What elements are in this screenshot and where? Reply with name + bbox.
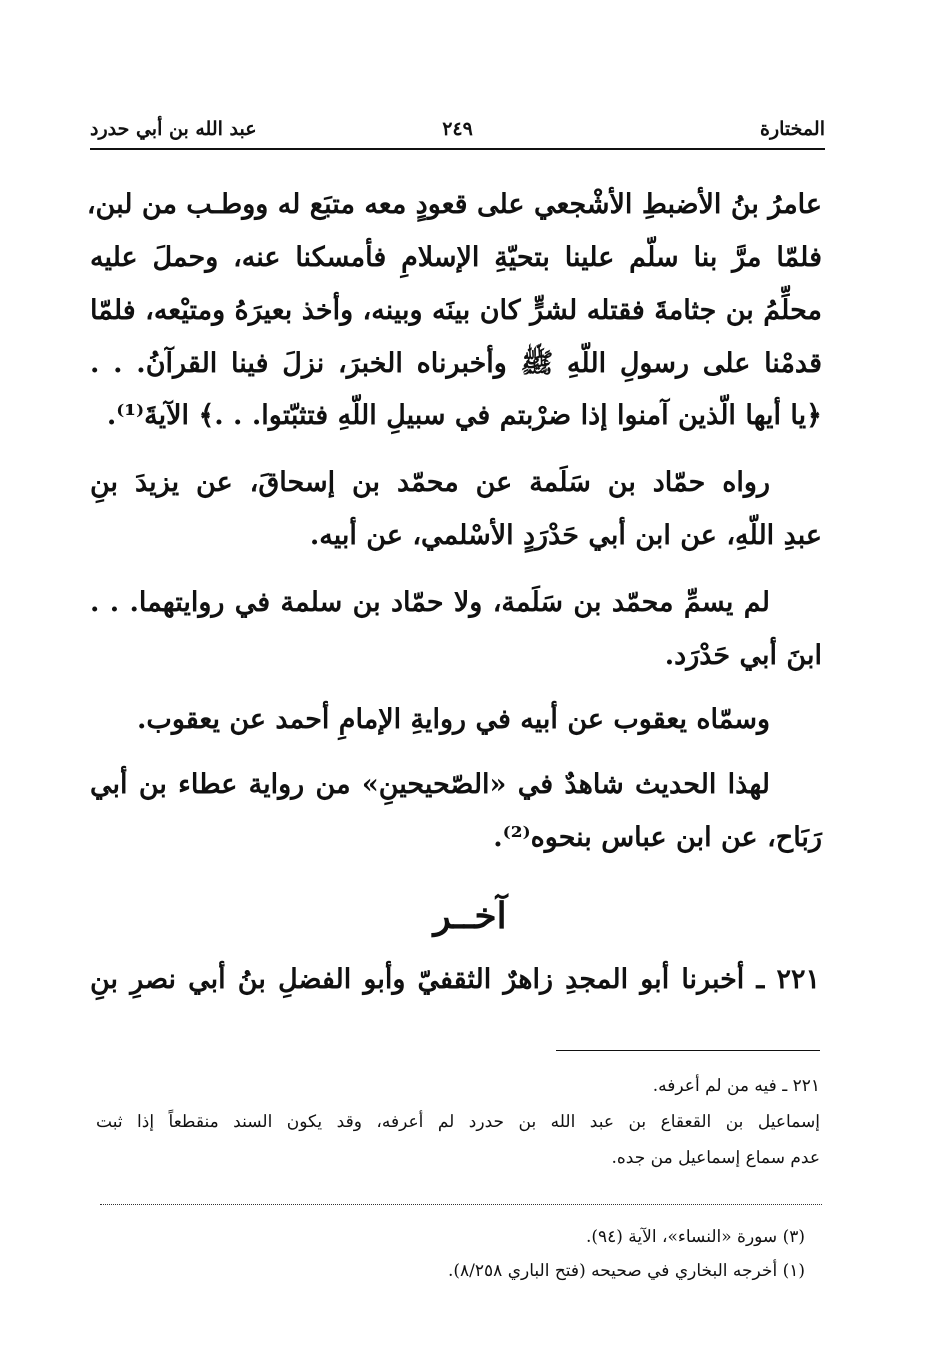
hadith-line: ٢٢١ ـ أخبرنا أبو المجدِ زاهرٌ الثقفيّ وأبو الفضلِ بنُ أبي نصرِ بنِ xyxy=(90,964,820,995)
comment-line: وسمّاه يعقوب عن أبيه في روايةِ الإمامِ أحمد عن يعقوب. xyxy=(137,704,770,735)
page-number: ٢٤٩ xyxy=(442,118,473,140)
comment-line: ابنَ أبي حَدْرَد. xyxy=(664,640,822,671)
witness-line: رَبَاح، عن ابن عباس بنحوه⁽²⁾. xyxy=(493,822,822,853)
text-line: فلمّا مرَّ بنا سلّم علينا بتحيّةِ الإسلامِ فأمسكنا عنه، وحملَ عليه xyxy=(90,242,822,273)
footnote-line: إسماعيل بن القعقاع بن عبد الله بن حدرد لم أعرفه، وقد يكون السند منقطعاً إذا ثبت xyxy=(96,1112,820,1132)
text-line: عامرُ بنُ الأضبطِ الأشْجعي على قعودٍ معه متبَع له ووطـب من لبن، xyxy=(86,189,822,220)
footnote-note: (١) أخرجه البخاري في صحيحه (فتح الباري ٨/٢٥٨). xyxy=(447,1261,805,1281)
footnote-note: (٣) سورة «النساء»، الآية (٩٤). xyxy=(585,1227,805,1247)
narration-line: رواه حمّاد بن سَلَمة عن محمّد بن إسحاقَ، عن يزيدَ بنِ xyxy=(90,467,770,498)
narration-line: عبدِ اللّهِ، عن ابن أبي حَدْرَدٍ الأسْلمي، عن أبيه. xyxy=(309,520,822,551)
footnote-rule xyxy=(556,1050,820,1051)
witness-line: لهذا الحديث شاهدٌ في «الصّحيحينِ» من رواية عطاء بن أبي xyxy=(90,769,770,800)
text-line: محلِّمُ بن جثامةَ فقتله لشرٍّ كان بينَه وبينه، وأخذ بعيرَهُ ومتيْعه، فلمّا xyxy=(90,295,822,326)
footnote-line: ٢٢١ ـ فيه من لم أعرفه. xyxy=(652,1076,820,1096)
text-line: ﴿يا أيها الّذين آمنوا إذا ضرْبتم في سبيلِ اللّهِ فتثبّتوا. . .﴾ الآيةَ⁽¹⁾. xyxy=(106,400,822,431)
section-heading: آخــر xyxy=(433,895,507,937)
header-rule xyxy=(90,148,825,150)
section-title: عبد الله بن أبي حدرد xyxy=(90,118,257,140)
running-header xyxy=(90,118,825,150)
footnote-line: عدم سماع إسماعيل من جده. xyxy=(611,1148,820,1168)
text-line: قدمْنا على رسولِ اللّهِ ﷺ وأخبرناه الخبرَ، نزلَ فينا القرآنُ. . . xyxy=(90,348,822,379)
comment-line: لم يسمِّ محمّد بن سَلَمة، ولا حمّاد بن سلمة في روايتهما. . . xyxy=(90,587,770,618)
book-title: المختارة xyxy=(760,118,825,140)
footnote-separator xyxy=(100,1204,822,1205)
